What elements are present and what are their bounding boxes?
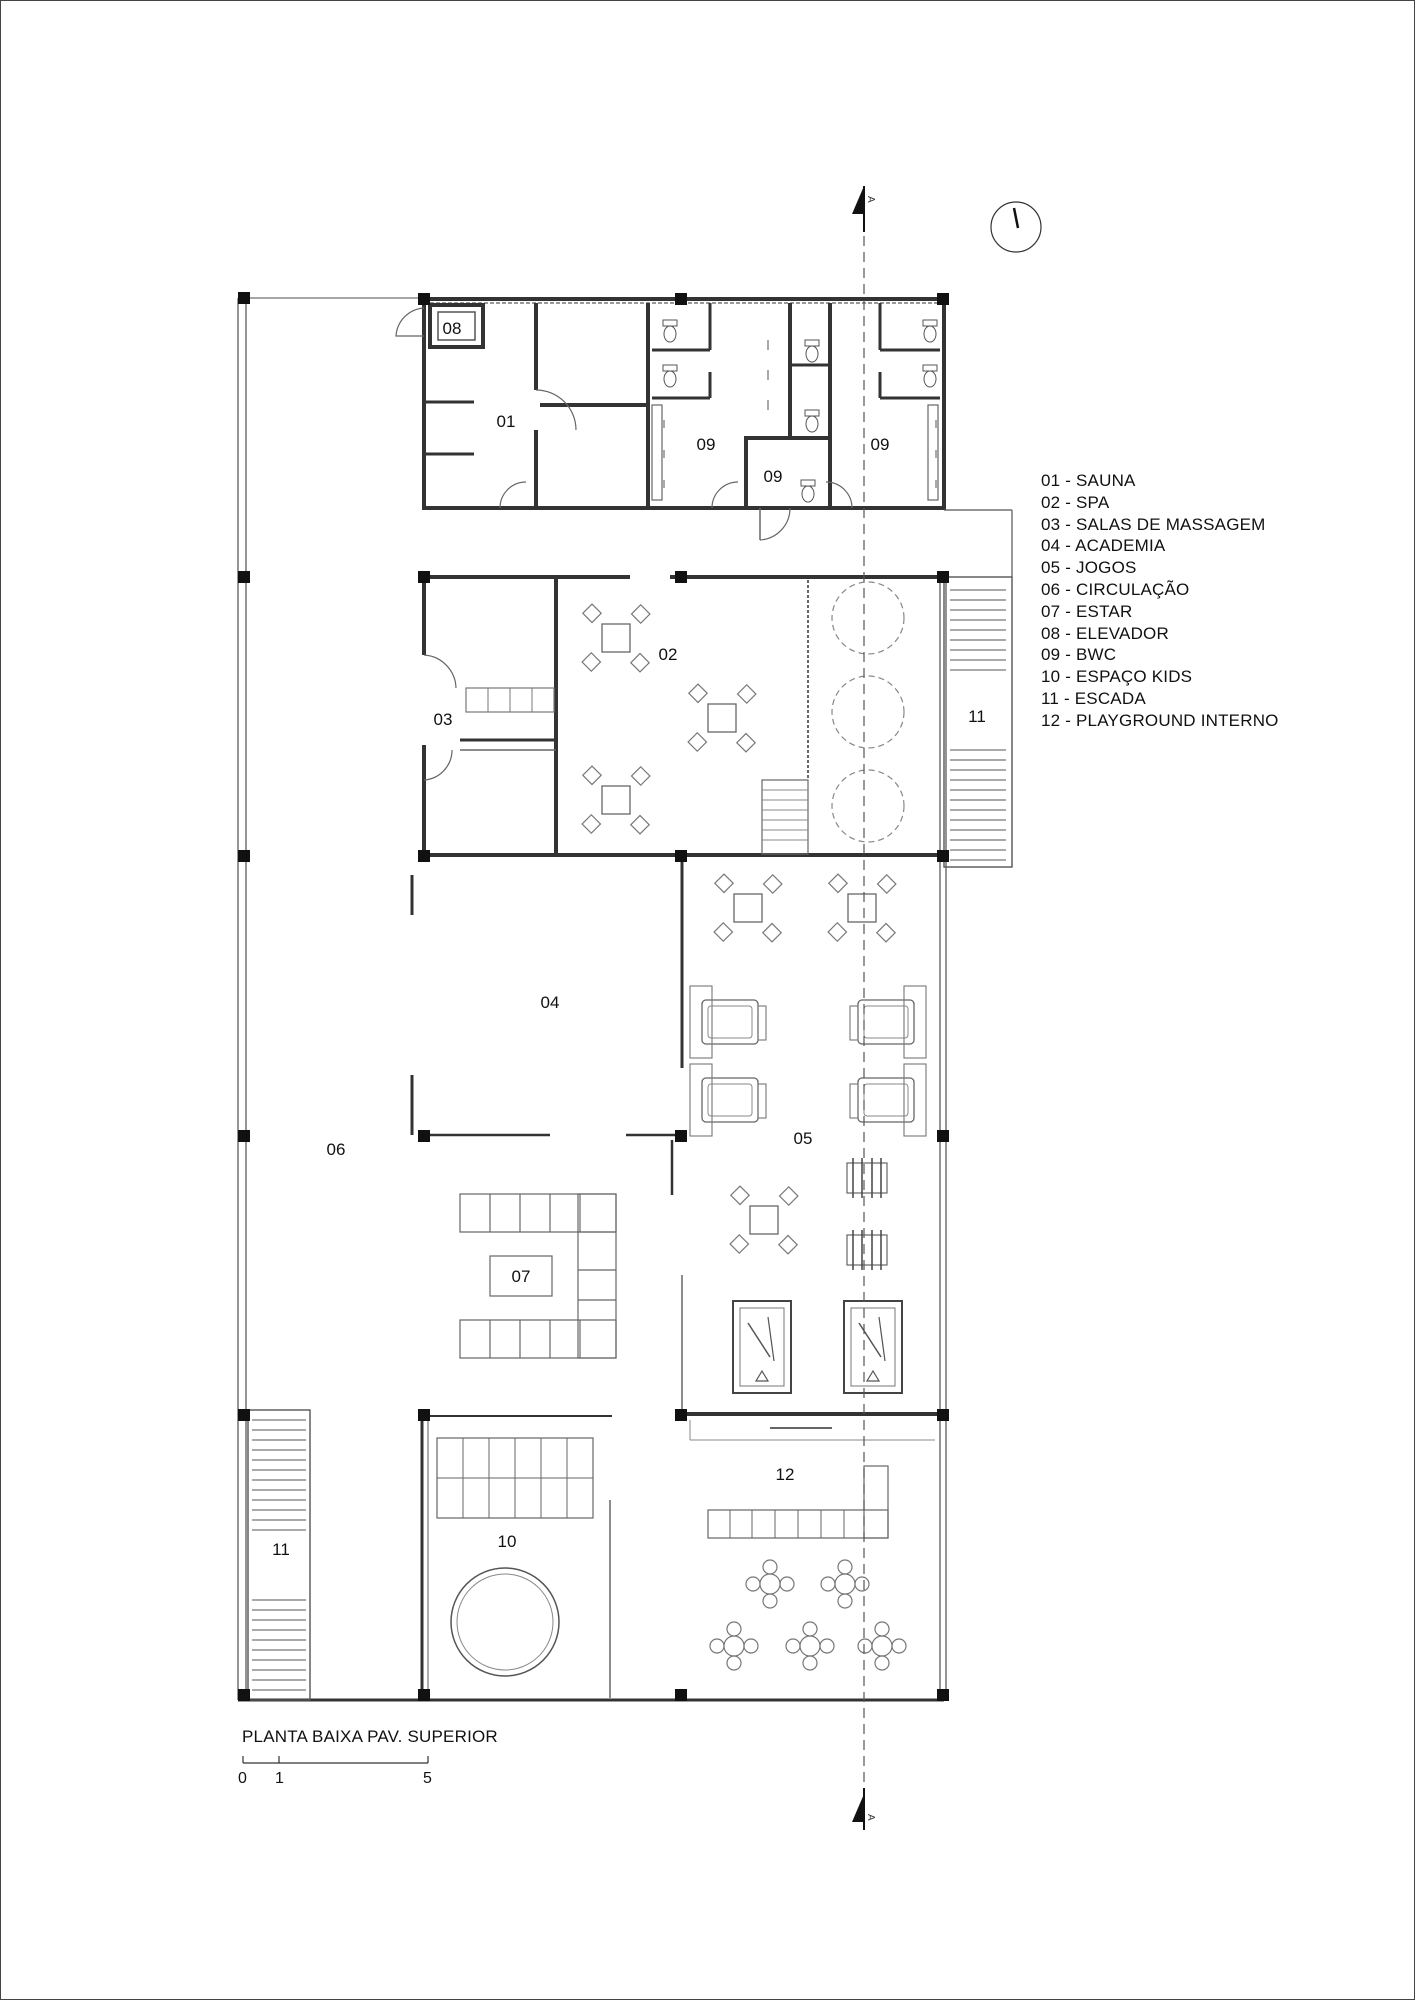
playground-tables: [710, 1560, 906, 1670]
scale-tick-label: 0: [238, 1770, 247, 1787]
legend-item: 10 - ESPAÇO KIDS: [1041, 667, 1193, 687]
section-marker-icon: [852, 186, 864, 214]
room-label-11-right: 11: [968, 707, 986, 726]
section-label-top: A: [865, 196, 876, 203]
spa-massage-block: [424, 577, 944, 855]
scale-bar: [243, 1756, 428, 1763]
kids-block: [422, 1414, 888, 1700]
room-label-08: 08: [442, 319, 462, 338]
room-label-04: 04: [540, 993, 560, 1012]
scale-tick-label: 5: [423, 1770, 432, 1787]
room-label-01: 01: [496, 412, 516, 431]
room-label-09-left: 09: [696, 435, 716, 454]
room-label-02: 02: [658, 645, 678, 664]
legend-item: 07 - ESTAR: [1041, 601, 1133, 621]
room-label-09-right: 09: [870, 435, 890, 454]
section-marker-icon: [852, 1794, 864, 1822]
room-label-05: 05: [793, 1129, 813, 1148]
room-label-03: 03: [433, 710, 453, 729]
legend-item: 08 - ELEVADOR: [1041, 623, 1169, 643]
legend-item: 09 - BWC: [1041, 645, 1117, 665]
legend-item: 05 - JOGOS: [1041, 558, 1137, 578]
room-legend: [1041, 470, 1279, 732]
north-arrow-icon: [991, 202, 1041, 252]
room-label-09-accessible: 09: [763, 467, 783, 486]
bwc-fixtures: [663, 320, 937, 502]
scale-tick-label: 1: [275, 1770, 284, 1787]
legend-item: 03 - SALAS DE MASSAGEM: [1041, 514, 1266, 534]
section-label-bottom: A: [865, 1814, 876, 1821]
room-label-10: 10: [497, 1532, 517, 1551]
legend-item: 01 - SAUNA: [1041, 471, 1136, 490]
legend-item: 12 - PLAYGROUND INTERNO: [1041, 710, 1279, 730]
stair-right: [944, 510, 1012, 867]
spa-tables: [582, 604, 756, 834]
room-label-11-left: 11: [272, 1540, 290, 1559]
legend-item: 04 - ACADEMIA: [1041, 536, 1166, 556]
room-label-12: 12: [775, 1465, 795, 1484]
legend-item: 02 - SPA: [1041, 492, 1110, 512]
room-label-07: 07: [511, 1267, 531, 1286]
service-block: [396, 299, 944, 540]
lounge-sofa: [460, 1194, 616, 1358]
plan-title: PLANTA BAIXA PAV. SUPERIOR: [242, 1727, 498, 1746]
legend-item: 06 - CIRCULAÇÃO: [1041, 579, 1190, 599]
room-label-06: 06: [326, 1140, 346, 1159]
legend-item: 11 - ESCADA: [1041, 688, 1146, 708]
